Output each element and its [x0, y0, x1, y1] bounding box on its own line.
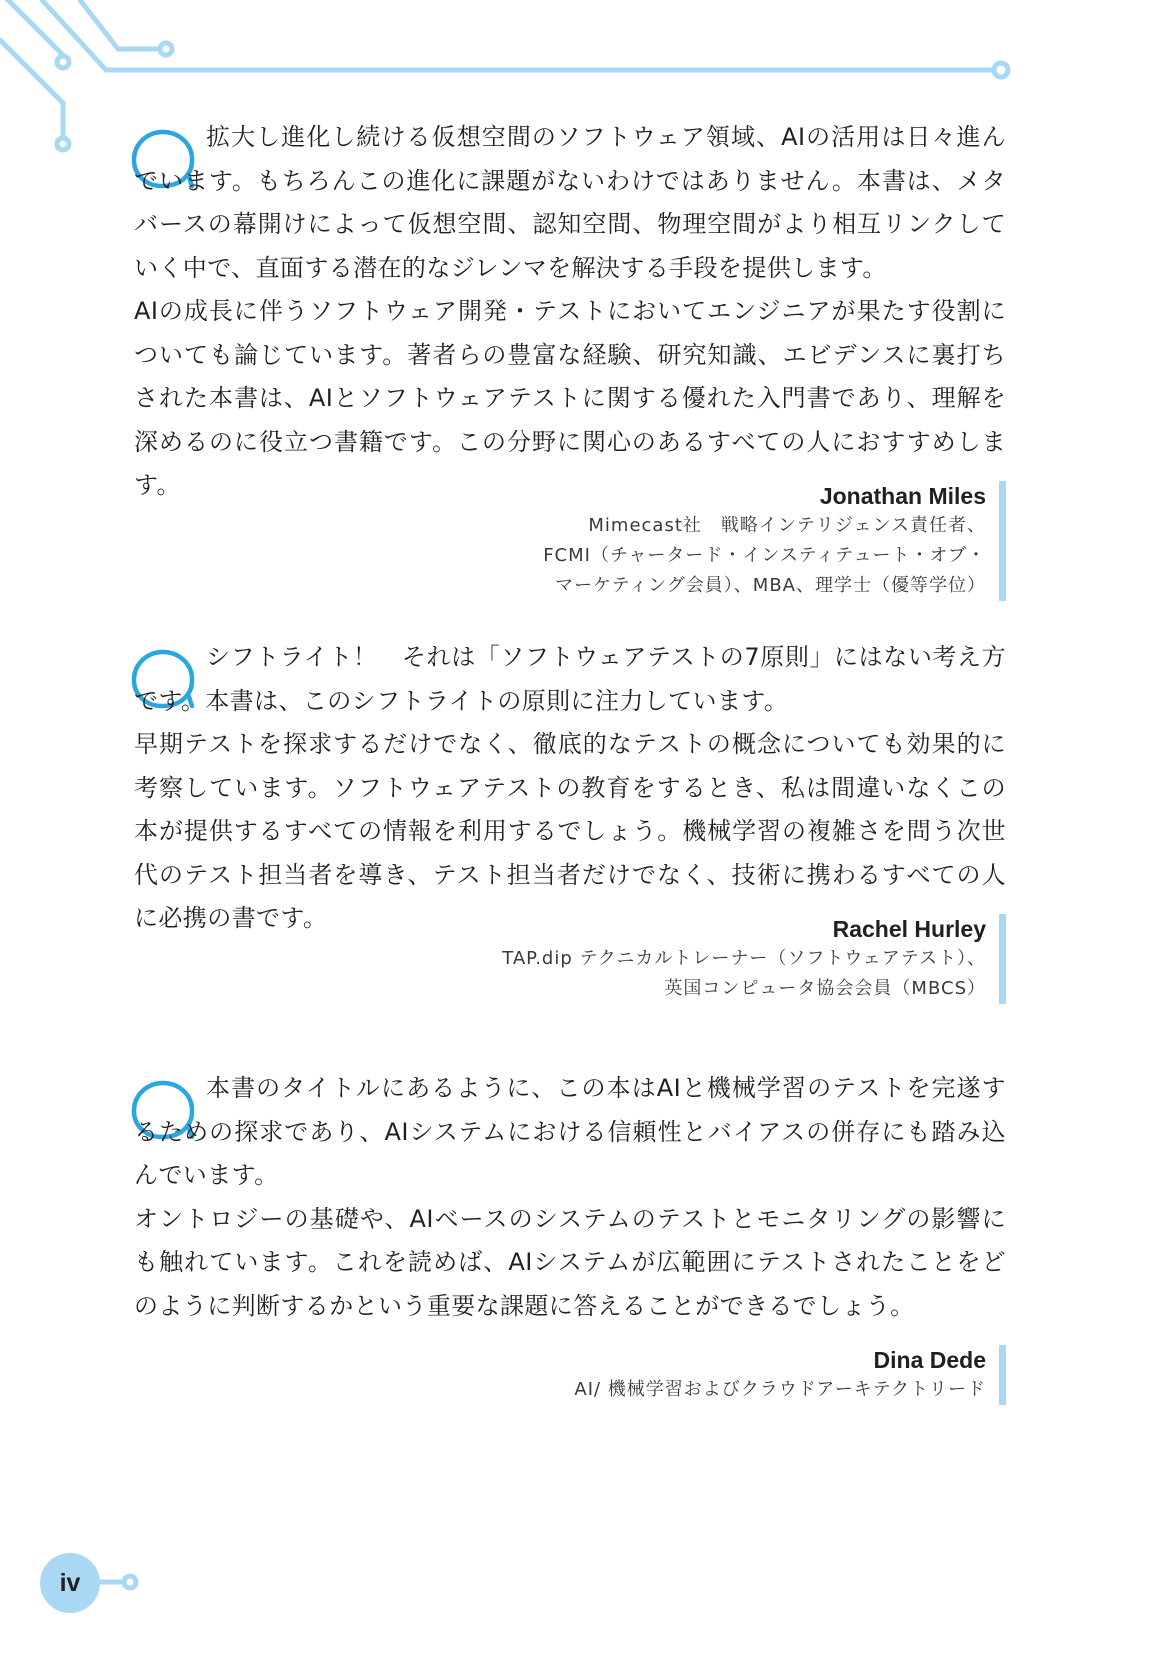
quote-text — [134, 116, 1006, 508]
attribution — [574, 1345, 1006, 1405]
author-affiliation: Mimecast社 戦略インテリジェンス責任者、 — [588, 515, 986, 536]
quote-paragraph: オントロジーの基礎や、AIベースのシステムのテストとモニタリングの影響にも触れています。これを読めば、AIシステムが広範囲にテストされたことをどのように判断するかという重要な課題に答えることができるでしょう。 — [134, 1204, 1006, 1320]
author-affiliation: FCMI（チャータード・インスティテュート・オブ・ — [543, 545, 986, 566]
quote-paragraph: 拡大し進化し続ける仮想空間のソフトウェア領域、AIの活用は日々進んでいます。もちろんこの進化に課題がないわけではありません。本書は、メタバースの幕開けによって仮想空間、認知空間、物理空間がより相互リンクしていく中で、直面する潜在的なジレンマを解決する手段を提供します。 — [134, 123, 1006, 282]
author-affiliation: TAP.dip テクニカルトレーナー（ソフトウェアテスト）、 — [502, 948, 986, 969]
author-name: Dina Dede — [873, 1347, 986, 1373]
quote-paragraph: シフトライト！ それは「ソフトウェアテストの7原則」にはない考え方です。本書は、このシフトライトの原則に注力しています。 — [134, 643, 1006, 715]
author-affiliation: AI/ 機械学習およびクラウドアーキテクトリード — [574, 1379, 986, 1400]
author-affiliation: マーケティング会員）、MBA、理学士（優等学位） — [554, 575, 986, 596]
author-affiliation: 英国コンピュータ協会会員（MBCS） — [664, 978, 986, 999]
author-name: Jonathan Miles — [819, 483, 986, 509]
quote-text — [134, 636, 1006, 941]
quote-paragraph: 早期テストを探求するだけでなく、徹底的なテストの概念についても効果的に考察しています。ソフトウェアテストの教育をするとき、私は間違いなくこの本が提供するすべての情報を利用するでしょう。機械学習の複雑さを問う次世代のテスト担当者を導き、テスト担当者だけでなく、技術に携わるすべての人に必携の書です。 — [134, 730, 1006, 932]
page-number: iv — [40, 1553, 100, 1613]
quote-text — [134, 1067, 1006, 1328]
author-name: Rachel Hurley — [832, 916, 986, 942]
quote-paragraph: AIの成長に伴うソフトウェア開発・テストにおいてエンジニアが果たす役割についても論じています。著者らの豊富な経験、研究知識、エビデンスに裏打ちされた本書は、AIとソフトウェアテストに関する優れた入門書であり、理解を深めるのに役立つ書籍です。この分野に関心のあるすべての人におすすめします。 — [134, 297, 1006, 499]
quote-paragraph: 本書のタイトルにあるように、この本はAIと機械学習のテストを完遂するための探求であり、AIシステムにおける信頼性とバイアスの併存にも踏み込んでいます。 — [134, 1074, 1006, 1189]
attribution — [543, 481, 1006, 601]
attribution — [502, 914, 1006, 1004]
